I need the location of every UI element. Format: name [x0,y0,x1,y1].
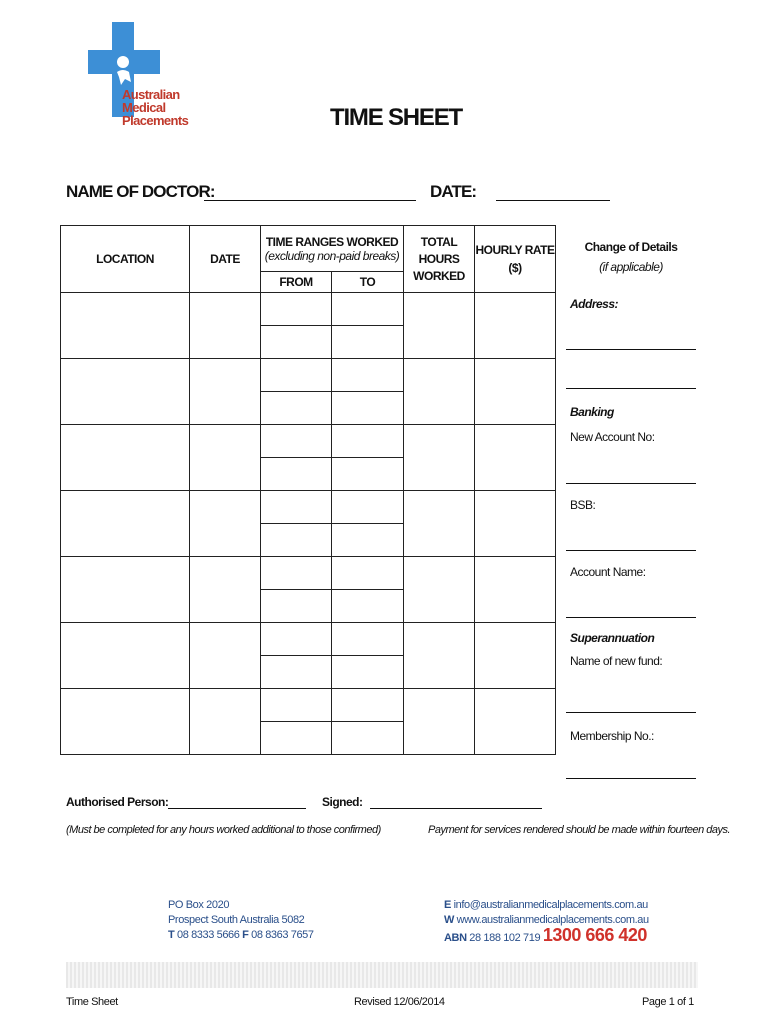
to-cell[interactable] [332,326,404,359]
address-field-1[interactable] [566,349,696,350]
header-date: DATE [190,226,261,293]
table-row [61,557,556,590]
from-cell[interactable] [261,656,332,689]
address-label: Address: [570,297,619,311]
total-hours-line-1: TOTAL [420,234,458,249]
to-cell[interactable] [332,491,404,524]
from-cell[interactable] [261,293,332,326]
address-field-2[interactable] [566,388,696,389]
hourly-rate-cell[interactable] [475,689,556,755]
email-link[interactable]: info@australianmedicalplacements.com.au [453,899,648,911]
change-details-subtitle: (if applicable) [599,260,663,274]
header-total-hours [404,226,475,293]
company-logo [84,22,194,142]
fax-key: F [242,929,249,941]
time-ranges-note: (excluding non-paid breaks) [264,248,400,263]
header-time-ranges [261,226,404,272]
po-box: PO Box 2020 [168,899,230,911]
location-cell[interactable] [61,293,190,359]
table-row [61,359,556,392]
total-hours-cell[interactable] [404,425,475,491]
abn-number: 28 188 102 719 [469,932,541,944]
footer-doc-name: Time Sheet [66,996,118,1008]
total-hours-cell[interactable] [404,557,475,623]
header-hourly-rate [475,226,556,293]
web-link[interactable]: www.australianmedicalplacements.com.au [456,914,649,926]
timesheet-table [60,225,556,755]
authorised-person-label: Authorised Person: [66,795,169,809]
bsb-label: BSB: [570,498,596,512]
email-key: E [444,899,451,911]
location-cell[interactable] [61,425,190,491]
hourly-rate-cell[interactable] [475,623,556,689]
total-hours-cell[interactable] [404,491,475,557]
location-cell[interactable] [61,359,190,425]
signed-label: Signed: [322,795,363,809]
table-row [61,425,556,458]
online-contact-block [444,898,734,946]
membership-field[interactable] [566,778,696,779]
phone-number: 08 8333 5666 [176,929,240,941]
to-cell[interactable] [332,458,404,491]
header-location: LOCATION [61,226,190,293]
from-cell[interactable] [261,689,332,722]
signature-field[interactable] [370,808,542,809]
account-name-label: Account Name: [570,565,646,579]
total-hours-line-2: HOURS [418,251,460,266]
from-cell[interactable] [261,491,332,524]
table-row [61,623,556,656]
header-to: TO [332,272,404,293]
doctor-name-label: NAME OF DOCTOR: [66,182,215,201]
new-account-field[interactable] [566,483,696,484]
footer-revision: Revised 12/06/2014 [354,996,445,1008]
hourly-rate-cell[interactable] [475,359,556,425]
footer-page-number: Page 1 of 1 [642,996,694,1008]
postal-address-block [168,898,348,943]
hourly-rate-cell[interactable] [475,557,556,623]
date-cell[interactable] [190,425,261,491]
new-fund-label: Name of new fund: [570,654,663,668]
location-cell[interactable] [61,623,190,689]
membership-label: Membership No.: [570,729,654,743]
to-cell[interactable] [332,689,404,722]
header-from: FROM [261,272,332,293]
decorative-band [66,962,698,988]
from-cell[interactable] [261,524,332,557]
date-cell[interactable] [190,359,261,425]
to-cell[interactable] [332,293,404,326]
date-label: DATE: [430,182,477,201]
confirmation-note: (Must be completed for any hours worked additional to those confirmed) [66,824,381,836]
from-cell[interactable] [261,458,332,491]
from-cell[interactable] [261,359,332,392]
account-name-field[interactable] [566,617,696,618]
to-cell[interactable] [332,425,404,458]
from-cell[interactable] [261,326,332,359]
total-hours-line-3: WORKED [413,268,465,283]
new-fund-field[interactable] [566,712,696,713]
hotline-number: 1300 666 420 [542,925,647,945]
authorised-person-field[interactable] [168,808,306,809]
to-cell[interactable] [332,590,404,623]
to-cell[interactable] [332,557,404,590]
from-cell[interactable] [261,425,332,458]
page-title: TIME SHEET [330,104,463,131]
from-cell[interactable] [261,557,332,590]
hourly-rate-cell[interactable] [475,425,556,491]
phone-key: T [168,929,175,941]
phone-fax [168,928,348,943]
hourly-rate-line-2: ($) [508,261,522,275]
hourly-rate-cell[interactable] [475,491,556,557]
total-hours-cell[interactable] [404,293,475,359]
new-account-label: New Account No: [570,430,655,444]
abn-key: ABN [444,932,467,944]
location-cell[interactable] [61,689,190,755]
suburb: Prospect South Australia 5082 [168,914,305,926]
logo-line-1: Australian [122,87,180,102]
banking-label: Banking [570,405,614,419]
date-cell[interactable] [190,623,261,689]
payment-note: Payment for services rendered should be made within fourteen days. [428,824,731,836]
from-cell[interactable] [261,623,332,656]
web-key: W [444,914,454,926]
to-cell[interactable] [332,656,404,689]
change-details-title: Change of Details [584,240,678,254]
time-ranges-title: TIME RANGES WORKED [265,234,399,249]
logo-line-2: Medical [122,100,166,115]
to-cell[interactable] [332,392,404,425]
doctor-name-field[interactable] [204,200,416,201]
total-hours-cell[interactable] [404,689,475,755]
superannuation-label: Superannuation [570,631,655,645]
from-cell[interactable] [261,392,332,425]
table-row [61,491,556,524]
to-cell[interactable] [332,722,404,755]
date-cell[interactable] [190,557,261,623]
table-row [61,293,556,326]
date-cell[interactable] [190,293,261,359]
date-cell[interactable] [190,689,261,755]
location-cell[interactable] [61,557,190,623]
total-hours-cell[interactable] [404,623,475,689]
to-cell[interactable] [332,359,404,392]
hourly-rate-cell[interactable] [475,293,556,359]
from-cell[interactable] [261,722,332,755]
total-hours-cell[interactable] [404,359,475,425]
date-cell[interactable] [190,491,261,557]
hourly-rate-line-1: HOURLY RATE [475,243,555,257]
to-cell[interactable] [332,623,404,656]
location-cell[interactable] [61,491,190,557]
table-row [61,689,556,722]
bsb-field[interactable] [566,550,696,551]
from-cell[interactable] [261,590,332,623]
date-field[interactable] [496,200,610,201]
fax-number: 08 8363 7657 [251,929,314,941]
to-cell[interactable] [332,524,404,557]
logo-line-3: Placements [122,113,189,128]
